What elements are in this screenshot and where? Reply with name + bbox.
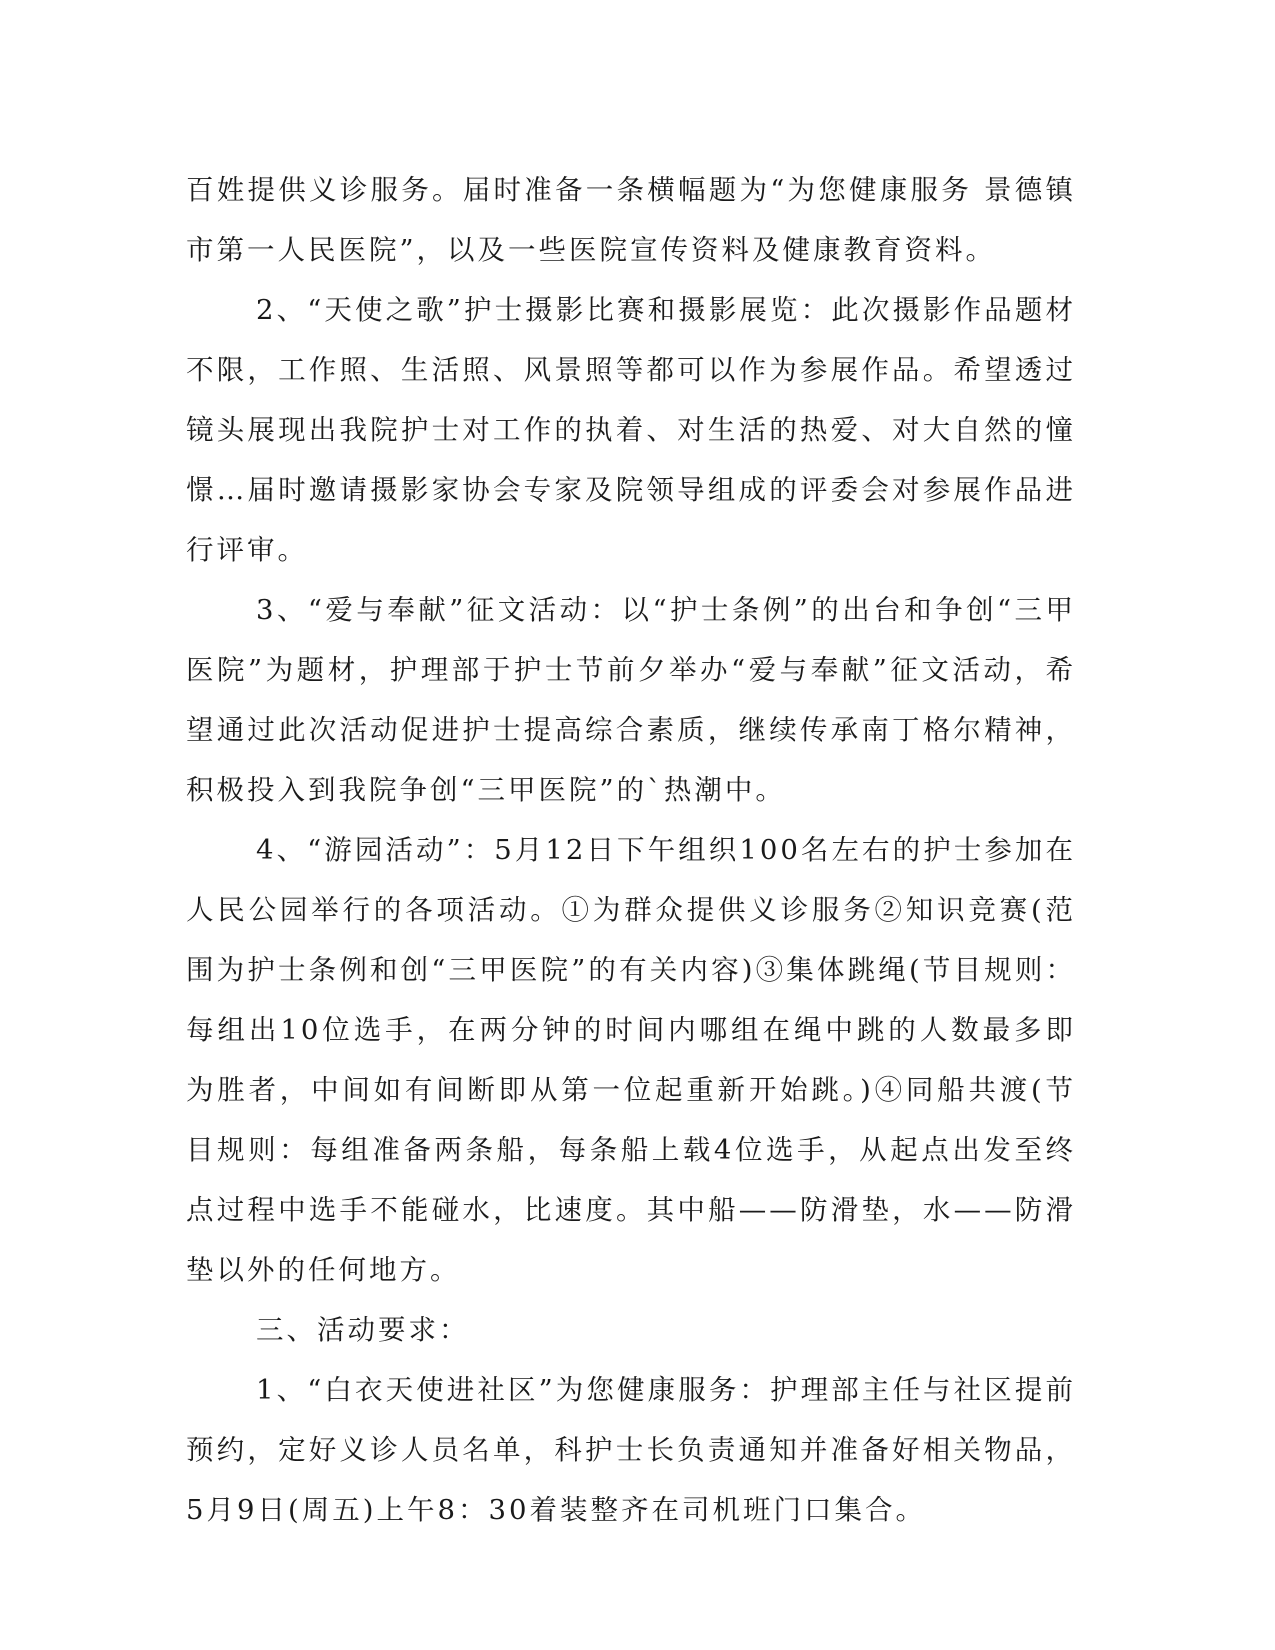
paragraph-item-2-photography: 2、“天使之歌”护士摄影比赛和摄影展览：此次摄影作品题材不限，工作照、生活照、风景照等都可以作为参展作品。希望透过镜头展现出我院护士对工作的执着、对生活的热爱、对大自然的憧憬…届时邀请摄影家协会专家及院领导组成的评委会对参展作品进行评审。 [186, 294, 1076, 566]
paragraph-item-4-garden-activity: 4、“游园活动”：5月12日下午组织100名左右的护士参加在人民公园举行的各项活动。①为群众提供义诊服务②知识竞赛(范围为护士条例和创“三甲医院”的有关内容)③集体跳绳(节目规则：每组出10位选手，在两分钟的时间内哪组在绳中跳的人数最多即为胜者，中间如有间断即从第一位起重新开始跳。)④同船共渡(节目规则：每组准备两条船，每条船上载4位选手，从起点出发至终点过程中选手不能碰水，比速度。其中船——防滑垫，水——防滑垫以外的任何地方。 [186, 834, 1076, 1286]
section-heading-requirements: 三、活动要求： [256, 1314, 470, 1346]
paragraph-continued: 百姓提供义诊服务。届时准备一条横幅题为“为您健康服务 景德镇市第一人民医院”，以及一些医院宣传资料及健康教育资料。 [186, 174, 1076, 266]
paragraph-item-3-essay: 3、“爱与奉献”征文活动：以“护士条例”的出台和争创“三甲医院”为题材，护理部于护士节前夕举办“爱与奉献”征文活动，希望通过此次活动促进护士提高综合素质，继续传承南丁格尔精神，积极投入到我院争创“三甲医院”的`热潮中。 [186, 594, 1076, 806]
paragraph-requirement-1: 1、“白衣天使进社区”为您健康服务：护理部主任与社区提前预约，定好义诊人员名单，科护士长负责通知并准备好相关物品，5月9日(周五)上午8：30着装整齐在司机班门口集合。 [186, 1374, 1076, 1526]
document-page [186, 160, 1076, 1540]
